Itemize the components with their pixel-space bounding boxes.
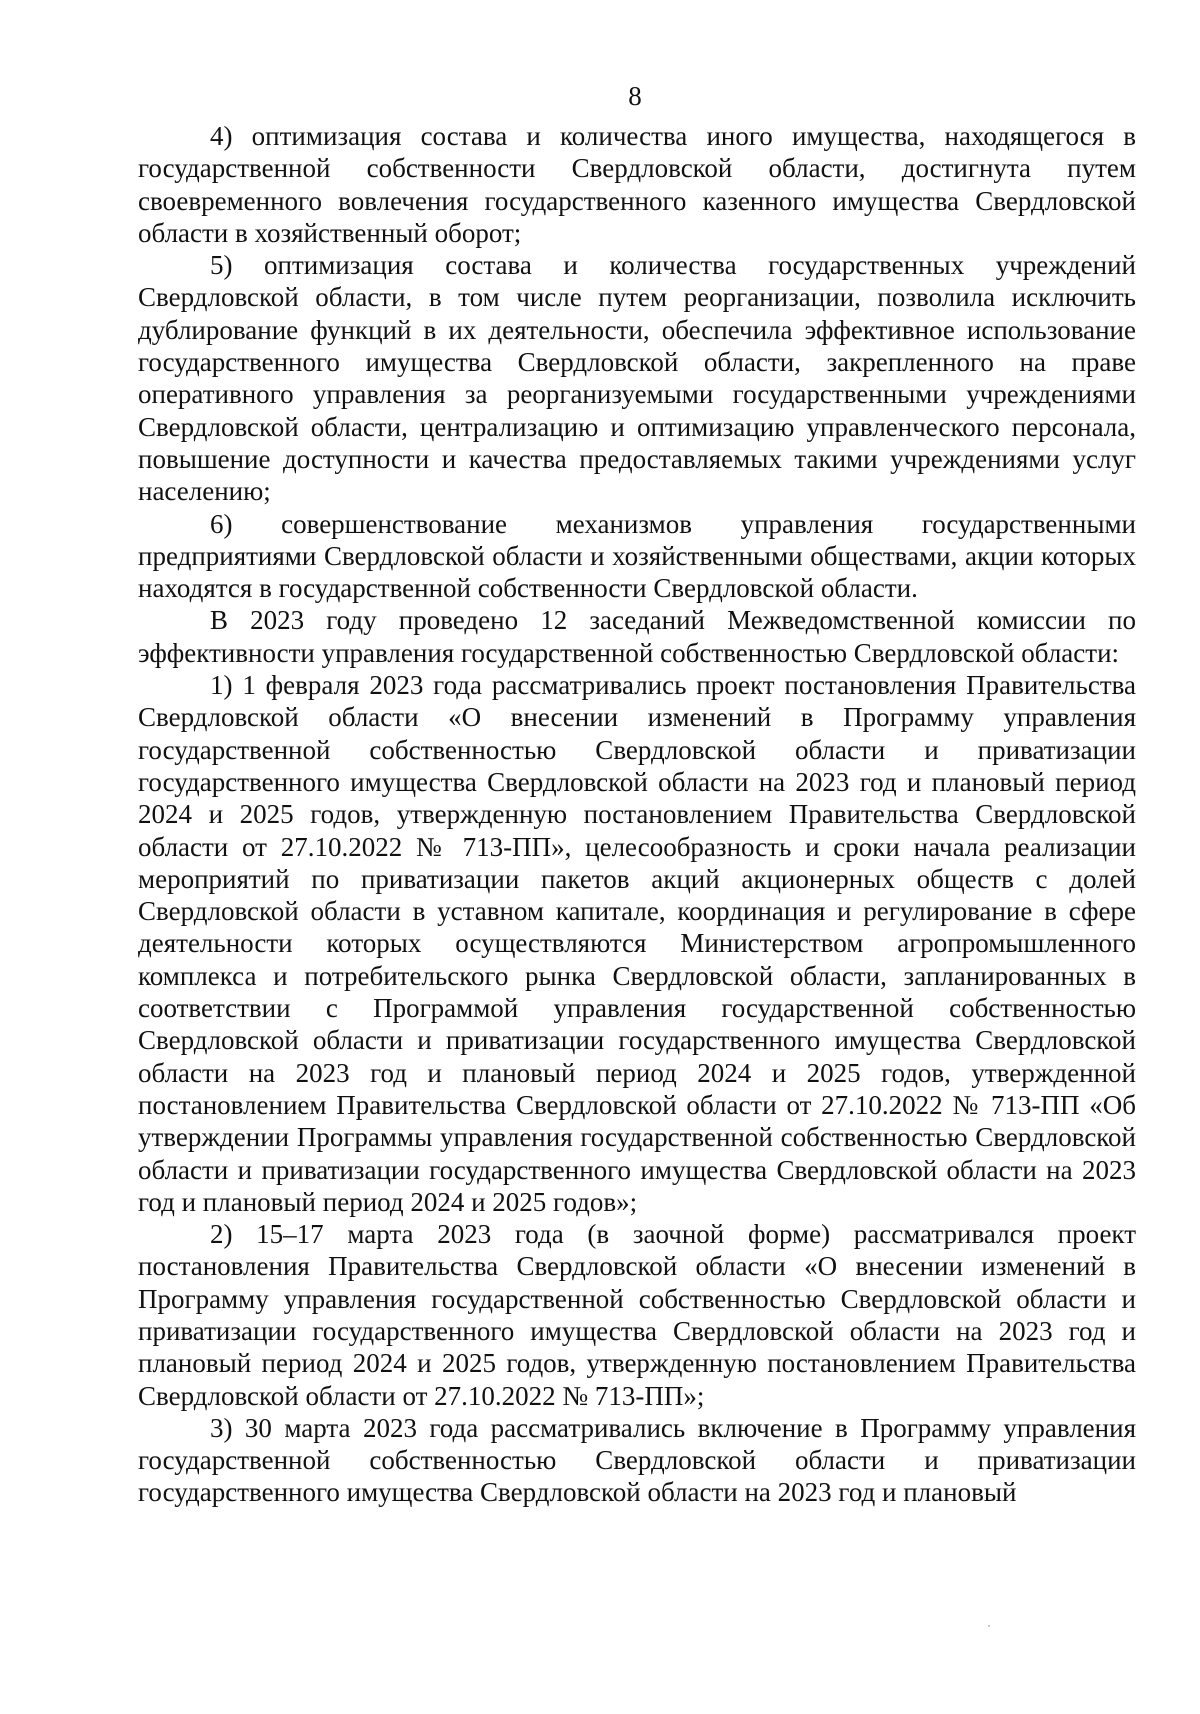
paragraph-item-5: 5) оптимизация состава и количества государственных учреждений Свердловской области, в том числе путем реорганизации, позволила исключить дублирование функций в их деятельности, обеспечила эффективное использование государственного имущества Свердловской области, закрепленного на праве оперативного управления за реорганизуемыми государственными учреждениями Свердловской области, централизацию и оптимизацию управленческого персонала, повышение доступности и качества предоставляемых такими учреждениями услуг населению;	[138, 250, 1136, 507]
document-body	[138, 120, 1136, 1509]
page-number: 8	[628, 81, 642, 111]
paragraph-meeting-1: 1) 1 февраля 2023 года рассматривались проект постановления Правительства Свердловской области «О внесении изменений в Программу управления государственной собственностью Свердловской области и приватизации государственного имущества Свердловской области на 2023 год и плановый период 2024 и 2025 годов, утвержденную постановлением Правительства Свердловской области от 27.10.2022 № 713-ПП», целесообразность и сроки начала реализации мероприятий по приватизации пакетов акций акционерных обществ с долей Свердловской области в уставном капитале, координация и регулирование в сфере деятельности которых осуществляются Министерством агропромышленного комплекса и потребительского рынка Свердловской области, запланированных в соответствии с Программой управления государственной собственностью Свердловской области и приватизации государственного имущества Свердловской области на 2023 год и плановый период 2024 и 2025 годов, утвержденной постановлением Правительства Свердловской области от 27.10.2022 № 713-ПП «Об утверждении Программы управления государственной собственностью Свердловской области и приватизации государственного имущества Свердловской области на 2023 год и плановый период 2024 и 2025 годов»;	[138, 670, 1136, 1217]
paragraph-meeting-2: 2) 15–17 марта 2023 года (в заочной форме) рассматривался проект постановления Правительства Свердловской области «О внесении изменений в Программу управления государственной собственностью Свердловской области и приватизации государственного имущества Свердловской области на 2023 год и плановый период 2024 и 2025 годов, утвержденную постановлением Правительства Свердловской области от 27.10.2022 № 713-ПП»;	[138, 1219, 1136, 1411]
paragraph-item-4: 4) оптимизация состава и количества иного имущества, находящегося в государственной собственности Свердловской области, достигнута путем своевременного вовлечения государственного казенного имущества Свердловской области в хозяйственный оборот;	[138, 121, 1136, 248]
paragraph-item-6: 6) совершенствование механизмов управления государственными предприятиями Свердловской области и хозяйственными обществами, акции которых находятся в государственной собственности Свердловской области.	[138, 508, 1136, 604]
paragraph-commission-meetings: В 2023 году проведено 12 заседаний Межведомственной комиссии по эффективности управления государственной собственностью Свердловской области:	[138, 605, 1136, 668]
scan-artifact	[988, 1625, 990, 1627]
paragraph-meeting-3: 3) 30 марта 2023 года рассматривались включение в Программу управления государственной собственностью Свердловской области и приватизации государственного имущества Свердловской области на 2023 год и плановый	[138, 1412, 1136, 1508]
